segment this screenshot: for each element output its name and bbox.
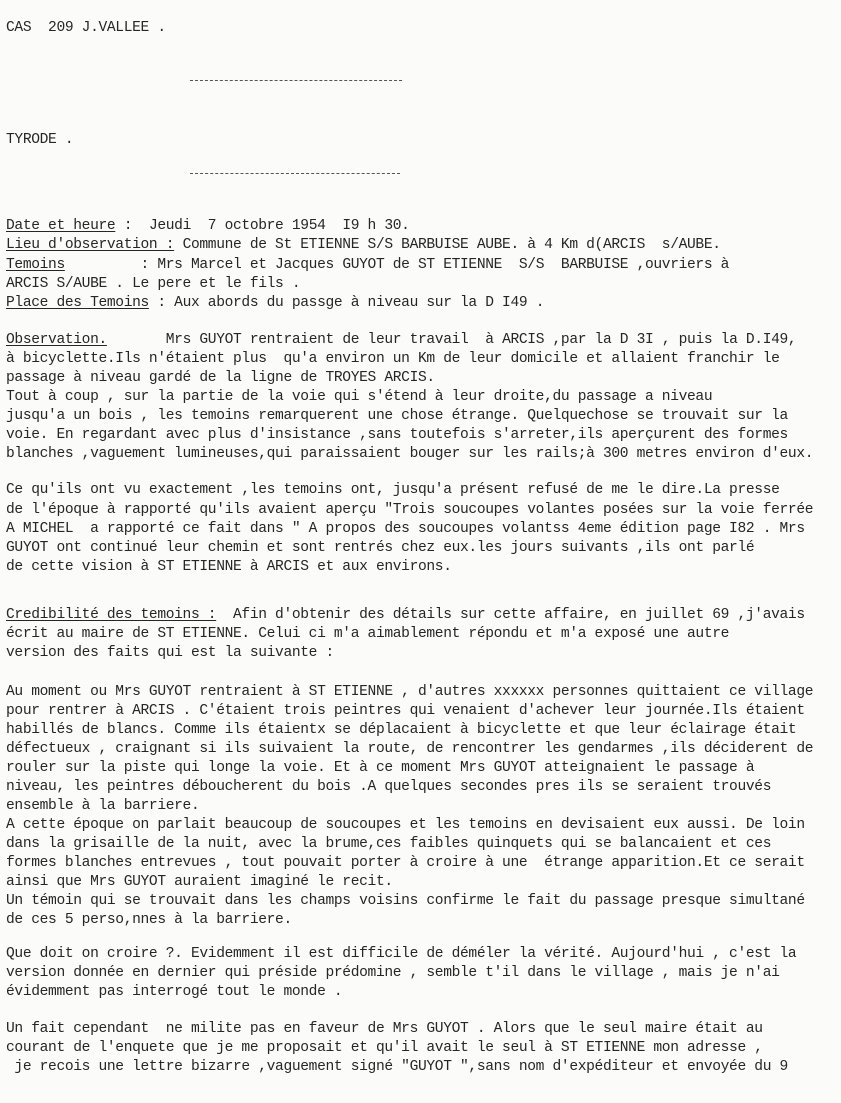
credibility-label: Credibilité des temoins : [6,607,217,623]
divider-top [190,80,402,81]
temoins-value-2: ARCIS S/AUBE . Le pere et le fils . [6,276,301,292]
observation-line: à bicyclette.Ils n'étaient plus qu'a environ un Km de leur domicile et allaient franchir le [6,351,780,367]
paragraph-line: niveau, les peintres déboucherent du bois .A quelques secondes pres ils se seraient trouvés [6,779,772,795]
observation-line: blanches ,vaguement lumineuses,qui paraissaient bouger sur les rails;à 300 metres environ d'eux. [6,446,814,462]
paragraph-line: de l'époque à rapporté qu'ils avaient aperçu "Trois soucoupes volantes posées sur la voie ferrée [6,502,814,518]
observation-line: jusqu'a un bois , les temoins remarquerent une chose étrange. Quelquechose se trouvait sur la [6,408,788,424]
paragraph-line: courant de l'enquete que je me proposait et qu'il avait le seul à ST ETIENNE mon adresse , [6,1040,763,1056]
place-label: Place des Temoins [6,295,149,311]
credibility-line: écrit au maire de ST ETIENNE. Celui ci m'a aimablement répondu et m'a exposé une autre [6,626,730,642]
place-value: : Aux abords du passge à niveau sur la D I49 . [148,295,545,311]
date-label: Date et heure [6,218,116,234]
paragraph-line: A cette époque on parlait beaucoup de soucoupes et les temoins en devisaient eux aussi. De loin [6,817,805,833]
credibility-line: version des faits qui est la suivante : [6,645,334,661]
paragraph-line: de cette vision à ST ETIENNE à ARCIS et aux environs. [6,559,452,575]
observation-line [6,331,796,350]
paragraph-line: rouler sur la piste qui longe la voie. Et à ce moment Mrs GUYOT atteignaient le passage à [6,760,755,776]
paragraph-line: pour rentrer à ARCIS . C'étaient trois peintres qui venaient d'achever leur journée.Ils étaient [6,703,805,719]
paragraph-line: Un fait cependant ne milite pas en faveur de Mrs GUYOT . Alors que le seul maire était au [6,1021,763,1037]
paragraph-line: Au moment ou Mrs GUYOT rentraient à ST ETIENNE , d'autres xxxxxx personnes quittaient ce village [6,684,814,700]
paragraph-line: habillés de blancs. Comme ils étaientx se déplacaient à bicyclette et que leur éclairage était [6,722,797,738]
paragraph-line: version donnée en dernier qui préside prédomine , semble t'il dans le village , mais je n'ai [6,965,780,981]
case-header: CAS 209 J.VALLEE . [6,20,166,36]
lieu-value: Commune de St ETIENNE S/S BARBUISE AUBE. à 4 Km d(ARCIS s/AUBE. [174,237,721,253]
paragraph-line: A MICHEL a rapporté ce fait dans " A propos des soucoupes volantss 4eme édition page I82 . Mrs [6,521,805,537]
lieu-label: Lieu d'observation : [6,237,175,253]
lieu-field [6,236,721,255]
paragraph-line: formes blanches entrevues , tout pouvait porter à croire à une étrange apparition.Et ce serait [6,855,805,871]
observation-line: voie. En regardant avec plus d'insistance ,sans toutefois s'arreter,ils aperçurent des formes [6,427,788,443]
paragraph-line: Que doit on croire ?. Evidemment il est difficile de déméler la vérité. Aujourd'hui , c'est la [6,946,797,962]
date-value: : Jeudi 7 octobre 1954 I9 h 30. [115,218,410,234]
observation-line: Tout à coup , sur la partie de la voie qui s'étend à leur droite,du passage a niveau [6,389,713,405]
temoins-label: Temoins [6,257,65,273]
paragraph-line: Un témoin qui se trouvait dans les champs voisins confirme le fait du passage presque simultané [6,893,805,909]
paragraph-line: dans la grisaille de la nuit, avec la brume,ces faibles quinquets qui se balancaient et ces [6,836,772,852]
observation-line: passage à niveau gardé de la ligne de TROYES ARCIS. [6,370,435,386]
temoins-value: : Mrs Marcel et Jacques GUYOT de ST ETIENNE S/S BARBUISE ,ouvriers à [64,257,730,273]
credibility-text: Afin d'obtenir des détails sur cette affaire, en juillet 69 ,j'avais [216,607,805,623]
paragraph-line: ensemble à la barriere. [6,798,200,814]
date-field [6,217,410,236]
paragraph-line: GUYOT ont continué leur chemin et sont rentrés chez eux.les jours suivants ,ils ont parlé [6,540,755,556]
temoins-field [6,256,729,275]
credibility-line [6,606,805,625]
paragraph-line: défectueux , craignant si ils suivaient la route, de rencontrer les gendarmes ,ils déciderent de [6,741,814,757]
paragraph-line: Ce qu'ils ont vu exactement ,les temoins ont, jusqu'a présent refusé de me le dire.La presse [6,482,780,498]
place-title: TYRODE . [6,132,74,148]
paragraph-line: je recois une lettre bizarre ,vaguement signé "GUYOT ",sans nom d'expéditeur et envoyée du 9 [6,1059,788,1075]
divider-bottom [190,173,400,174]
observation-text: Mrs GUYOT rentraient de leur travail à ARCIS ,par la D 3I , puis la D.I49, [106,332,797,348]
paragraph-line: de ces 5 perso,nnes à la barriere. [6,912,292,928]
paragraph-line: évidemment pas interrogé tout le monde . [6,984,343,1000]
observation-label: Observation. [6,332,107,348]
place-field [6,294,544,313]
paragraph-line: ainsi que Mrs GUYOT auraient imaginé le recit. [6,874,393,890]
